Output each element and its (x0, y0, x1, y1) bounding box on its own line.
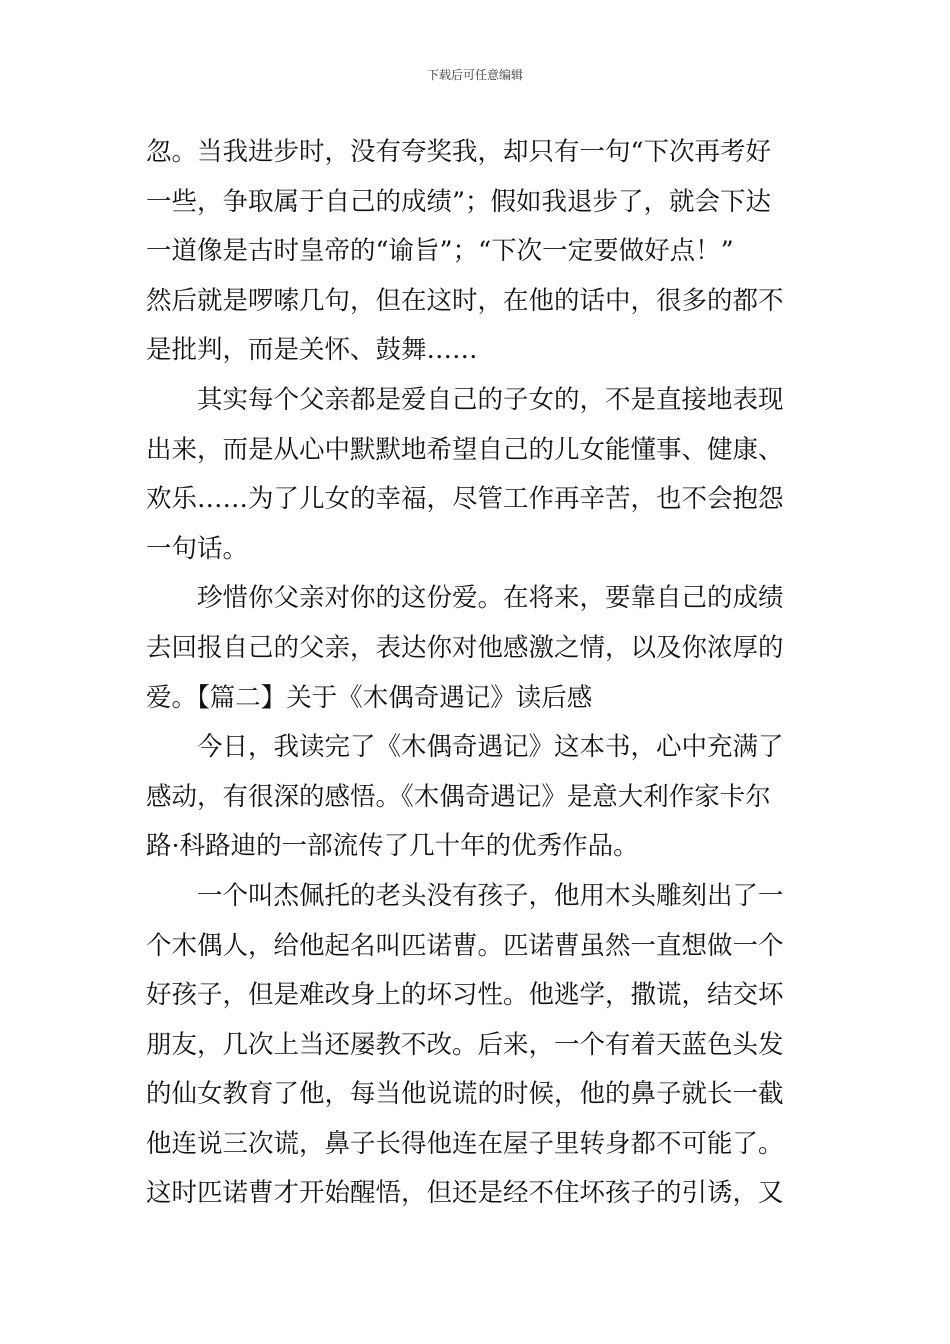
text-line: 今日，我读完了《木偶奇遇记》这本书，心中充满了 (146, 732, 784, 763)
text-line: 然后就是啰嗦几句，但在这时，在他的话中，很多的都不 (146, 285, 784, 316)
text-line: 的仙女教育了他，每当他说谎的时候，他的鼻子就长一截 (146, 1079, 784, 1110)
page-header: 下载后可任意编辑 (426, 68, 523, 82)
text-line: 出来，而是从心中默默地希望自己的儿女能懂事、健康、 (146, 434, 784, 465)
text-line: 去回报自己的父亲，表达你对他感激之情，以及你浓厚的 (146, 632, 784, 663)
text-line: 是批判，而是关怀、鼓舞…… (146, 335, 478, 366)
text-line: 忽。当我进步时，没有夸奖我，却只有一句“下次再考好 (146, 137, 772, 167)
text-line: 其实每个父亲都是爱自己的子女的，不是直接地表现 (146, 384, 784, 415)
text-line: 感动，有很深的感悟。《木偶奇遇记》是意大利作家卡尔 (146, 781, 771, 812)
text-line: 一道像是古时皇帝的“谕旨”；“下次一定要做好点！” (146, 236, 734, 267)
text-line: 这时匹诺曹才开始醒悟，但还是经不住坏孩子的引诱，又 (146, 1178, 784, 1209)
text-line: 一句话。 (146, 533, 249, 564)
text-line: 他连说三次谎，鼻子长得他连在屋子里转身都不可能了。 (146, 1128, 784, 1159)
text-line: 路·科路迪的一部流传了几十年的优秀作品。 (146, 831, 639, 862)
text-line: 好孩子，但是难改身上的坏习性。他逃学，撒谎，结交坏 (146, 980, 784, 1011)
text-line: 一个叫杰佩托的老头没有孩子，他用木头雕刻出了一 (146, 880, 784, 911)
text-line: 欢乐……为了儿女的幸福，尽管工作再辛苦，也不会抱怨 (146, 484, 784, 515)
text-line: 爱。【篇二】关于《木偶奇遇记》读后感 (146, 682, 593, 713)
text-line: 朋友，几次上当还屡教不改。后来，一个有着天蓝色头发 (146, 1029, 784, 1060)
body-text (146, 128, 816, 1219)
text-line: 一些，争取属于自己的成绩”；假如我退步了，就会下达 (146, 186, 772, 217)
text-line: 珍惜你父亲对你的这份爱。在将来，要靠自己的成绩 (146, 583, 784, 614)
text-line: 个木偶人，给他起名叫匹诺曹。匹诺曹虽然一直想做一个 (146, 930, 784, 961)
